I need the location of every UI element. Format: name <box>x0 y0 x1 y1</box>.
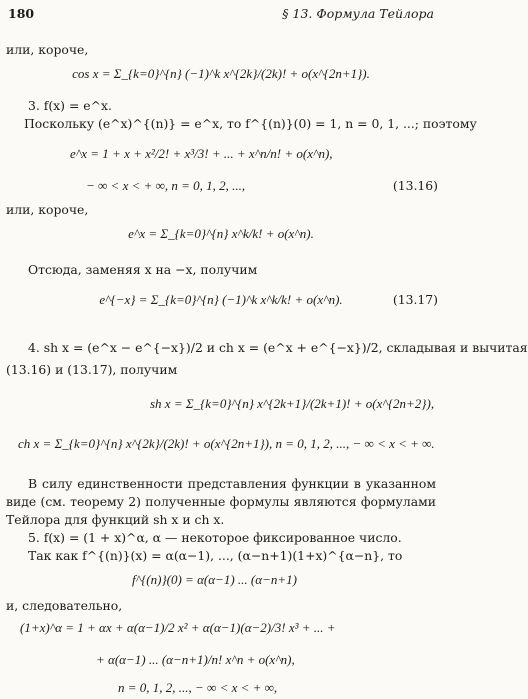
formula-line: − ∞ < x < + ∞, n = 0, 1, 2, ..., <box>86 178 246 193</box>
text-line: виде (см. теорему 2) полученные формулы являются формулами <box>6 494 436 509</box>
formula-line: (1+x)^α = 1 + αx + α(α−1)/2 x² + α(α−1)(α−2)/3! x³ + ... + <box>20 620 336 635</box>
formula-line: f^{(n)}(0) = α(α−1) ... (α−n+1) <box>132 572 297 587</box>
formula-line: e^x = Σ_{k=0}^{n} x^k/k! + o(x^n). <box>128 226 314 241</box>
text-line: Тейлора для функций sh x и ch x. <box>6 512 225 527</box>
running-head: § 13. Формула Тейлора <box>282 6 434 21</box>
text-line: 4. sh x = (e^x − e^{−x})/2 и ch x = (e^x + e^{−x})/2, складывая и вычитая <box>28 340 528 355</box>
text-line: и, следовательно, <box>6 598 123 613</box>
equation-number: (13.16) <box>392 178 438 193</box>
formula-line: e^x = 1 + x + x²/2! + x³/3! + ... + x^n/n! + o(x^n), <box>70 146 333 161</box>
text-line: 5. f(x) = (1 + x)^α, α — некоторое фиксированное число. <box>28 530 402 545</box>
formula-line: sh x = Σ_{k=0}^{n} x^{2k+1}/(2k+1)! + o(x^{2n+2}), <box>150 396 435 411</box>
text-line: или, короче, <box>6 42 89 57</box>
text-line: (13.16) и (13.17), получим <box>6 362 178 377</box>
text-line: Поскольку (e^x)^{(n)} = e^x, то f^{(n)}(0) = 1, n = 0, 1, ...; поэтому <box>24 116 477 131</box>
text-line: Отсюда, заменяя x на −x, получим <box>28 262 258 277</box>
equation-number: (13.17) <box>392 292 438 307</box>
formula-line: cos x = Σ_{k=0}^{n} (−1)^k x^{2k}/(2k)! + o(x^{2n+1}). <box>72 66 370 81</box>
formula-line: ch x = Σ_{k=0}^{n} x^{2k}/(2k)! + o(x^{2n+1}), n = 0, 1, 2, ..., − ∞ < x < + ∞. <box>18 436 435 451</box>
formula-line: + α(α−1) ... (α−n+1)/n! x^n + o(x^n), <box>96 652 295 667</box>
page-number: 180 <box>8 6 35 21</box>
text-line: Так как f^{(n)}(x) = α(α−1), ..., (α−n+1)(1+x)^{α−n}, то <box>28 548 403 563</box>
text-line: или, короче, <box>6 202 89 217</box>
text-line: В силу единственности представления функции в указанном <box>28 476 436 491</box>
formula-line: e^{−x} = Σ_{k=0}^{n} (−1)^k x^k/k! + o(x^n). <box>99 292 343 307</box>
page-header <box>8 6 434 24</box>
formula-line: n = 0, 1, 2, ..., − ∞ < x < + ∞, <box>118 680 278 695</box>
text-line: 3. f(x) = e^x. <box>28 98 112 113</box>
